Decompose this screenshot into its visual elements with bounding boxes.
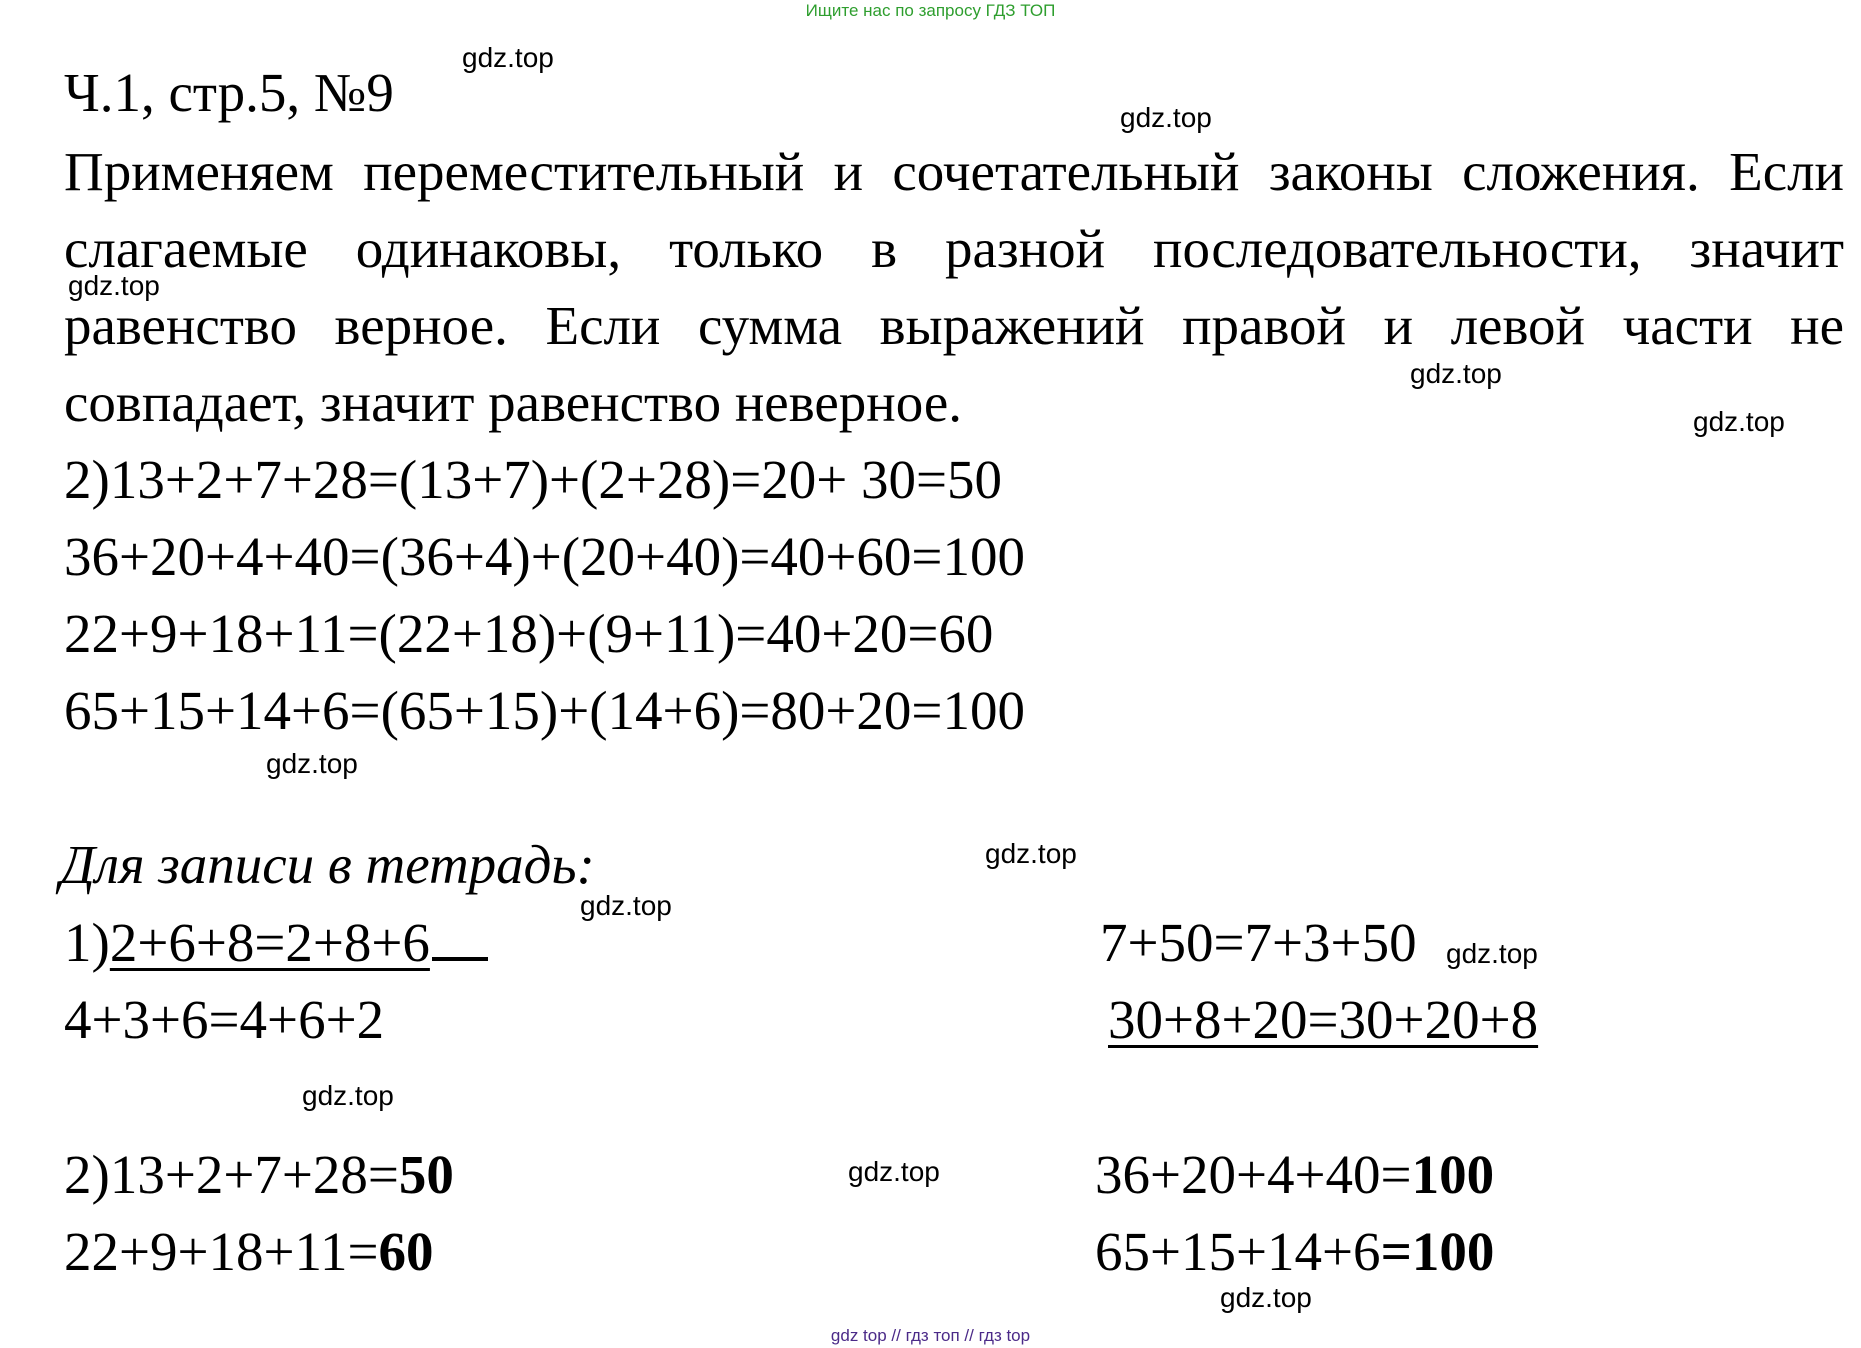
watermark: gdz.top bbox=[848, 1156, 940, 1187]
page-title: Ч.1, стр.5, №9 bbox=[64, 62, 394, 123]
watermark: gdz.top bbox=[580, 890, 672, 921]
notebook-part1-right-2: 30+8+20=30+20+8 bbox=[1108, 989, 1539, 1050]
result: 50 bbox=[398, 1144, 454, 1205]
watermark: gdz.top bbox=[462, 42, 554, 73]
solution-line-4: 65+15+14+6=(65+15)+(14+6)=80+20=100 bbox=[64, 680, 1025, 741]
watermark: gdz.top bbox=[1693, 406, 1785, 437]
result: 100 bbox=[1411, 1144, 1495, 1205]
notebook-part1-left-1 bbox=[64, 908, 488, 978]
watermark: gdz.top bbox=[266, 748, 358, 779]
solution-line-2: 36+20+4+40=(36+4)+(20+40)=40+60=100 bbox=[64, 526, 1025, 587]
notebook-heading: Для записи в тетрадь: bbox=[60, 834, 595, 895]
underline-extension bbox=[432, 957, 488, 961]
notebook-part1-right-1: 7+50=7+3+50 bbox=[1100, 912, 1417, 973]
watermark: gdz.top bbox=[985, 838, 1077, 869]
result: 60 bbox=[378, 1221, 434, 1282]
expression: 36+20+4+40= bbox=[1095, 1144, 1412, 1205]
watermark: gdz.top bbox=[1446, 938, 1538, 969]
watermark: gdz.top bbox=[1220, 1282, 1312, 1313]
watermark: gdz.top bbox=[1120, 102, 1212, 133]
top-banner: Ищите нас по запросу ГДЗ ТОП bbox=[805, 1, 1056, 20]
notebook-part2-left-1 bbox=[64, 1140, 454, 1210]
item-number: 1) bbox=[64, 912, 110, 973]
watermark: gdz.top bbox=[302, 1080, 394, 1111]
expression: 65+15+14+6 bbox=[1095, 1221, 1381, 1282]
equation-underlined: 2+6+8=2+8+6 bbox=[109, 912, 430, 973]
notebook-part2-left-2 bbox=[64, 1217, 434, 1287]
expression: 22+9+18+11= bbox=[64, 1221, 379, 1282]
watermark: gdz.top bbox=[68, 270, 160, 301]
explanation-paragraph: Применяем переместительный и сочетательный законы сложения. Если слагаемые одинаковы, только в разной последовательности, значит равенство верное. Если сумма выражений правой и левой части не совпадает, значит равенство неверное. bbox=[64, 141, 1844, 433]
notebook-part2-right-2 bbox=[1095, 1217, 1494, 1287]
solution-line-1: 2)13+2+7+28=(13+7)+(2+28)=20+ 30=50 bbox=[64, 449, 1003, 510]
expression: 2)13+2+7+28= bbox=[64, 1144, 399, 1205]
result: =100 bbox=[1380, 1221, 1495, 1282]
notebook-part1-left-2: 4+3+6=4+6+2 bbox=[64, 989, 385, 1050]
solution-line-3: 22+9+18+11=(22+18)+(9+11)=40+20=60 bbox=[64, 603, 994, 664]
watermark: gdz.top bbox=[1410, 358, 1502, 389]
notebook-part2-right-1 bbox=[1095, 1140, 1494, 1210]
footer-links[interactable]: gdz top // гдз топ // гдз top bbox=[830, 1326, 1031, 1345]
